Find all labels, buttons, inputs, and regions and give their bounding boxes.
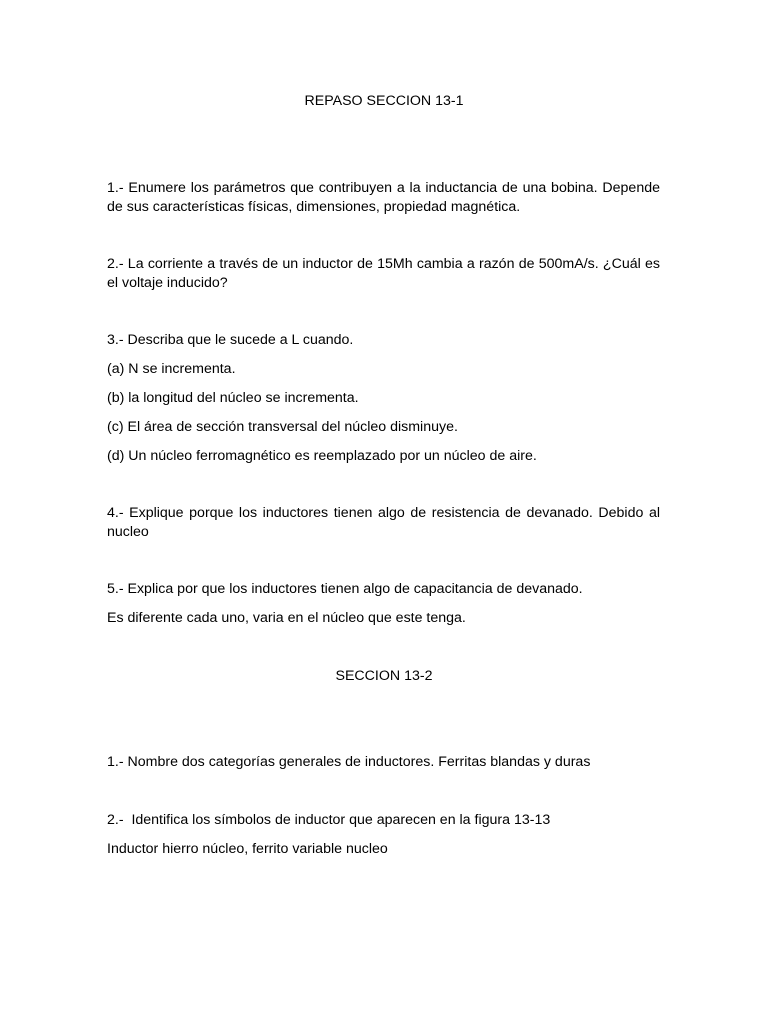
question-2-2-answer: Inductor hierro núcleo, ferrito variable nucleo (107, 841, 388, 857)
question-1-3: 3.- Describa que le sucede a L cuando. (107, 332, 354, 348)
question-1-4: 4.- Explique porque los inductores tienen algo de resistencia de devanado. Debido al nucleo (107, 505, 660, 540)
section-1-title: REPASO SECCION 13-1 (304, 93, 464, 109)
question-1-5-answer: Es diferente cada uno, varia en el núcleo que este tenga. (107, 610, 466, 626)
question-1-2: 2.- La corriente a través de un inductor de 15Mh cambia a razón de 500mA/s. ¿Cuál es el voltaje inducido? (107, 256, 660, 291)
question-2-1: 1.- Nombre dos categorías generales de inductores. Ferritas blandas y duras (107, 754, 591, 770)
question-1-3-a: (a) N se incrementa. (107, 361, 236, 377)
question-1-3-b: (b) la longitud del núcleo se incrementa. (107, 390, 359, 406)
question-1-5: 5.- Explica por que los inductores tienen algo de capacitancia de devanado. (107, 581, 583, 597)
question-2-2: 2.- Identifica los símbolos de inductor que aparecen en la figura 13-13 (107, 812, 551, 828)
question-1-3-c: (c) El área de sección transversal del núcleo disminuye. (107, 419, 458, 435)
question-1-1: 1.- Enumere los parámetros que contribuyen a la inductancia de una bobina. Depende de sus características físicas, dimensiones, propiedad magnética. (107, 180, 660, 215)
question-1-3-d: (d) Un núcleo ferromagnético es reemplazado por un núcleo de aire. (107, 448, 537, 464)
section-2-title: SECCION 13-2 (335, 668, 433, 684)
